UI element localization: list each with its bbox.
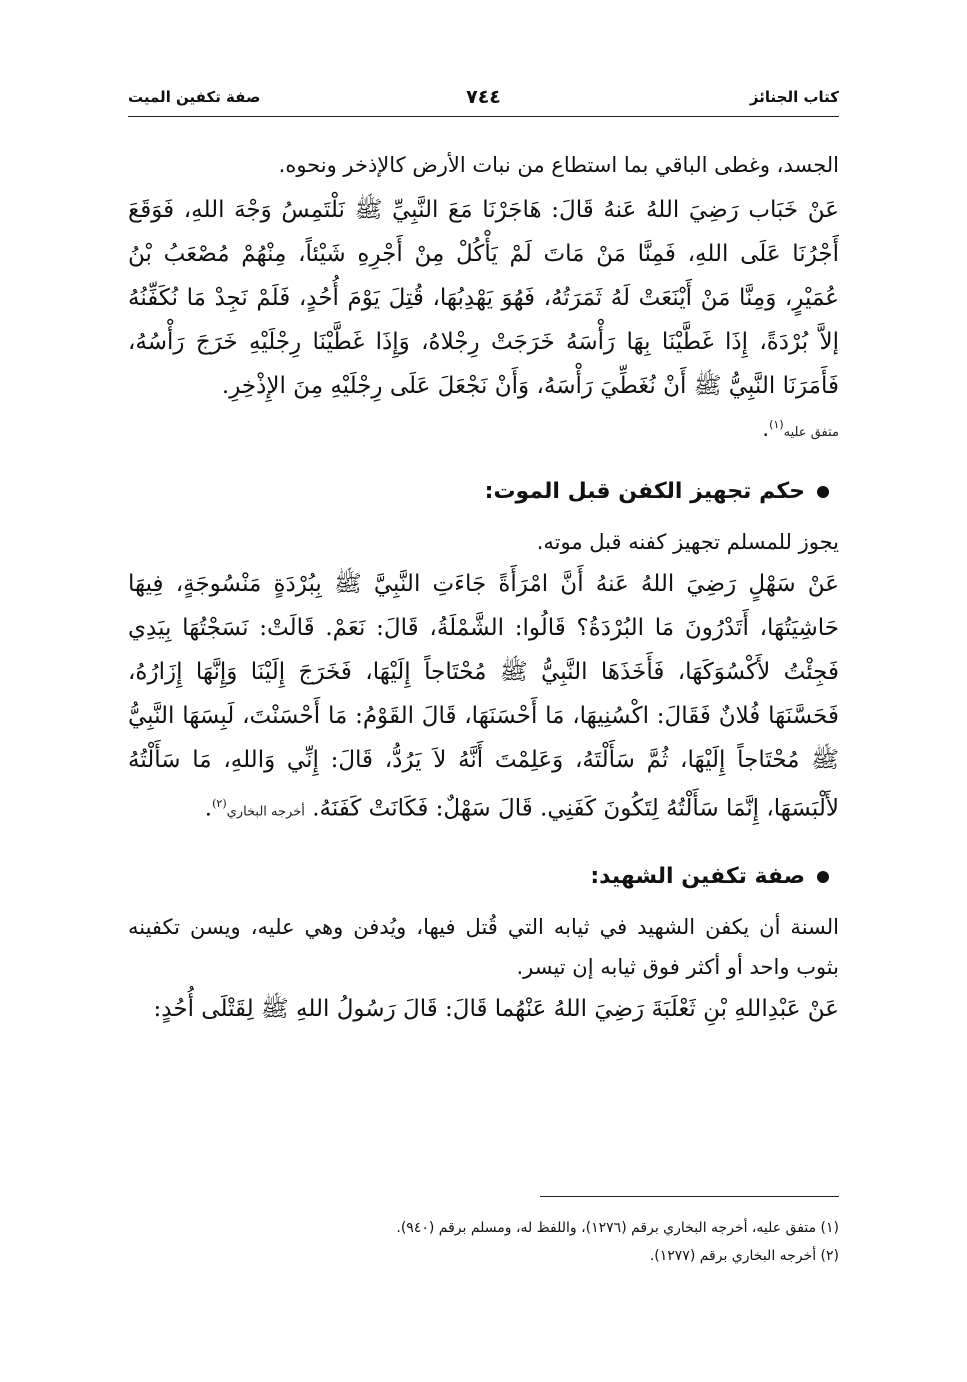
intro-paragraph: الجسد، وغطى الباقي بما استطاع من نبات الأرض كالإذخر ونحوه. bbox=[278, 153, 839, 177]
page-number: ٧٤٤ bbox=[466, 86, 501, 108]
hadith-text: عَنْ عَبْدِاللهِ بْنِ ثَعْلَبَةَ رَضِيَ اللهُ عَنْهُما قَالَ: قَالَ رَسُولُ اللهِ ﷺ لِقَتْلَى أُحُدٍ: bbox=[153, 995, 839, 1022]
book-title: كتاب الجنائز bbox=[749, 88, 839, 106]
main-text bbox=[128, 146, 839, 1031]
hadith-source: متفق عليه$^{(١)}$. bbox=[762, 417, 839, 441]
hadith-text: عَنْ سَهْلٍ رَضِيَ اللهُ عَنهُ أَنَّ امْرَأَةً جَاءَتِ النَّبِيَّ ﷺ بِبُرْدَةٍ مَنْسُوجَةٍ، فِيهَا حَاشِيَتُهَا، أَتَدْرُونَ مَا البُرْدَةُ؟ قَالُوا: الشَّمْلَةُ، قَالَ: نَعَمْ. قَالَتْ: نَسَجْتُهَا بِيَدِي فَجِئْتُ لأَكْسُوَكَهَا، فَأَخَذَهَا النَّبِيُّ ﷺ مُحْتَاجاً إِلَيْهَا، فَخَرَجَ إِلَيْنَا وَإِنَّهَا إِزَارُهُ، فَحَسَّنَهَا فُلانٌ فَقَالَ: اكْسُنِيهَا، مَا أَحْسَنَهَا، قَالَ القَوْمُ: مَا أَحْسَنْتَ، لَبِسَهَا النَّبِيُّ ﷺ مُحْتَاجاً إِلَيْهَا، ثُمَّ سَأَلْتَهُ، وَعَلِمْتَ أَنَّهُ لاَ يَرُدُّ، قَالَ: إِنِّي وَاللهِ، مَا سَأَلْتُهُ لأَلْبَسَهَا، إِنَّمَا سَأَلْتُهُ لِتَكُونَ كَفَنِي. قَالَ سَهْلٌ: فَكَانَتْ كَفَنَهُ. bbox=[128, 571, 839, 822]
page-header bbox=[128, 86, 839, 116]
section-title: صفة تكفين الميت bbox=[128, 88, 261, 106]
hadith-text: عَنْ خَبَاب رَضِيَ اللهُ عَنهُ قَالَ: هَاجَرْنَا مَعَ النَّبِيِّ ﷺ نَلْتَمِسُ وَجْهَ اللهِ، فَوَقَعَ أَجْرُنَا عَلَى اللهِ، فَمِنَّا مَنْ مَاتَ لَمْ يَأْكُلْ مِنْ أَجْرِهِ شَيْئاً، مِنْهُمْ مُصْعَبُ بْنُ عُمَيْرٍ، وَمِنَّا مَنْ أَيْنَعَتْ لَهُ ثَمَرَتُهُ، فَهُوَ يَهْدِبُهَا، قُتِلَ يَوْمَ أُحُدٍ، فَلَمْ نَجِدْ مَا نُكَفِّنُهُ إلاَّ بُرْدَةً، إِذَا غَطَّيْنَا بِهَا رَأْسَهُ خَرَجَتْ رِجْلاهُ، وَإِذَا غَطَّيْنَا رِجْلَيْهِ خَرَجَ رَأْسُهُ، فَأَمَرَنَا النَّبِيُّ ﷺ أَنْ نُغَطِّيَ رَأْسَهُ، وَأَنْ نَجْعَلَ عَلَى رِجْلَيْهِ مِنَ الإِذْخِرِ. bbox=[128, 197, 839, 399]
footnote-divider bbox=[540, 1196, 839, 1197]
footnote-ref: (٢) bbox=[212, 797, 227, 810]
rule-paragraph: السنة أن يكفن الشهيد في ثيابه التي قُتل فيها، ويُدفن وهي عليه، ويسن تكفينه بثوب واحد أو أكثر فوق ثيابه إن تيسر. bbox=[128, 914, 839, 979]
header-divider bbox=[128, 116, 839, 117]
hadith-abdullah bbox=[128, 987, 839, 1031]
section-heading bbox=[128, 857, 839, 897]
bullet-icon bbox=[817, 486, 829, 498]
source-label: أخرجه البخاري bbox=[226, 804, 305, 820]
heading-text: حكم تجهيز الكفن قبل الموت: bbox=[484, 479, 805, 504]
hadith-sahl: عَنْ سَهْلٍ رَضِيَ اللهُ عَنهُ أَنَّ امْرَأَةً جَاءَتِ النَّبِيَّ ﷺ بِبُرْدَةٍ مَنْسُوجَةٍ، فِيهَا حَاشِيَتُهَا، أَتَدْرُونَ مَا البُرْدَةُ؟ قَالُوا: الشَّمْلَةُ، قَالَ: نَعَمْ. قَالَتْ: نَسَجْتُهَا بِيَدِي فَجِئْتُ لأَكْسُوَكَهَا، فَأَخَذَهَا النَّبِيُّ ﷺ مُحْتَاجاً إِلَيْهَا، فَخَرَجَ إِلَيْنَا وَإِنَّهَا إِزَارُهُ، فَحَسَّنَهَا فُلانٌ فَقَالَ: اكْسُنِيهَا، مَا أَحْسَنَهَا، قَالَ القَوْمُ: مَا أَحْسَنْتَ، لَبِسَهَا النَّبِيُّ ﷺ مُحْتَاجاً إِلَيْهَا، ثُمَّ سَأَلْتَهُ، وَعَلِمْتَ أَنَّهُ لاَ يَرُدُّ، قَالَ: إِنِّي وَاللهِ، مَا سَأَلْتُهُ لأَلْبَسَهَا، إِنَّمَا سَأَلْتُهُ لِتَكُونَ كَفَنِي. قَالَ سَهْلٌ: فَكَانَتْ كَفَنَهُ. أخرجه البخاري$^{(٢)}$. bbox=[128, 571, 839, 822]
hadith-khabbab bbox=[128, 188, 839, 408]
footnote-item: (٢) أخرجه البخاري برقم (١٢٧٧). bbox=[649, 1248, 839, 1264]
footnotes bbox=[128, 1214, 839, 1270]
bullet-icon bbox=[817, 871, 829, 883]
heading-text: صفة تكفين الشهيد: bbox=[590, 863, 805, 889]
section-heading bbox=[128, 472, 839, 512]
footnote-item: (١) متفق عليه، أخرجه البخاري برقم (١٢٧٦)، واللفظ له، ومسلم برقم (٩٤٠). bbox=[396, 1220, 839, 1236]
rule-paragraph: يجوز للمسلم تجهيز كفنه قبل موته. bbox=[536, 530, 839, 554]
footnote-ref: (١) bbox=[769, 418, 784, 431]
source-label: متفق عليه bbox=[783, 425, 839, 440]
